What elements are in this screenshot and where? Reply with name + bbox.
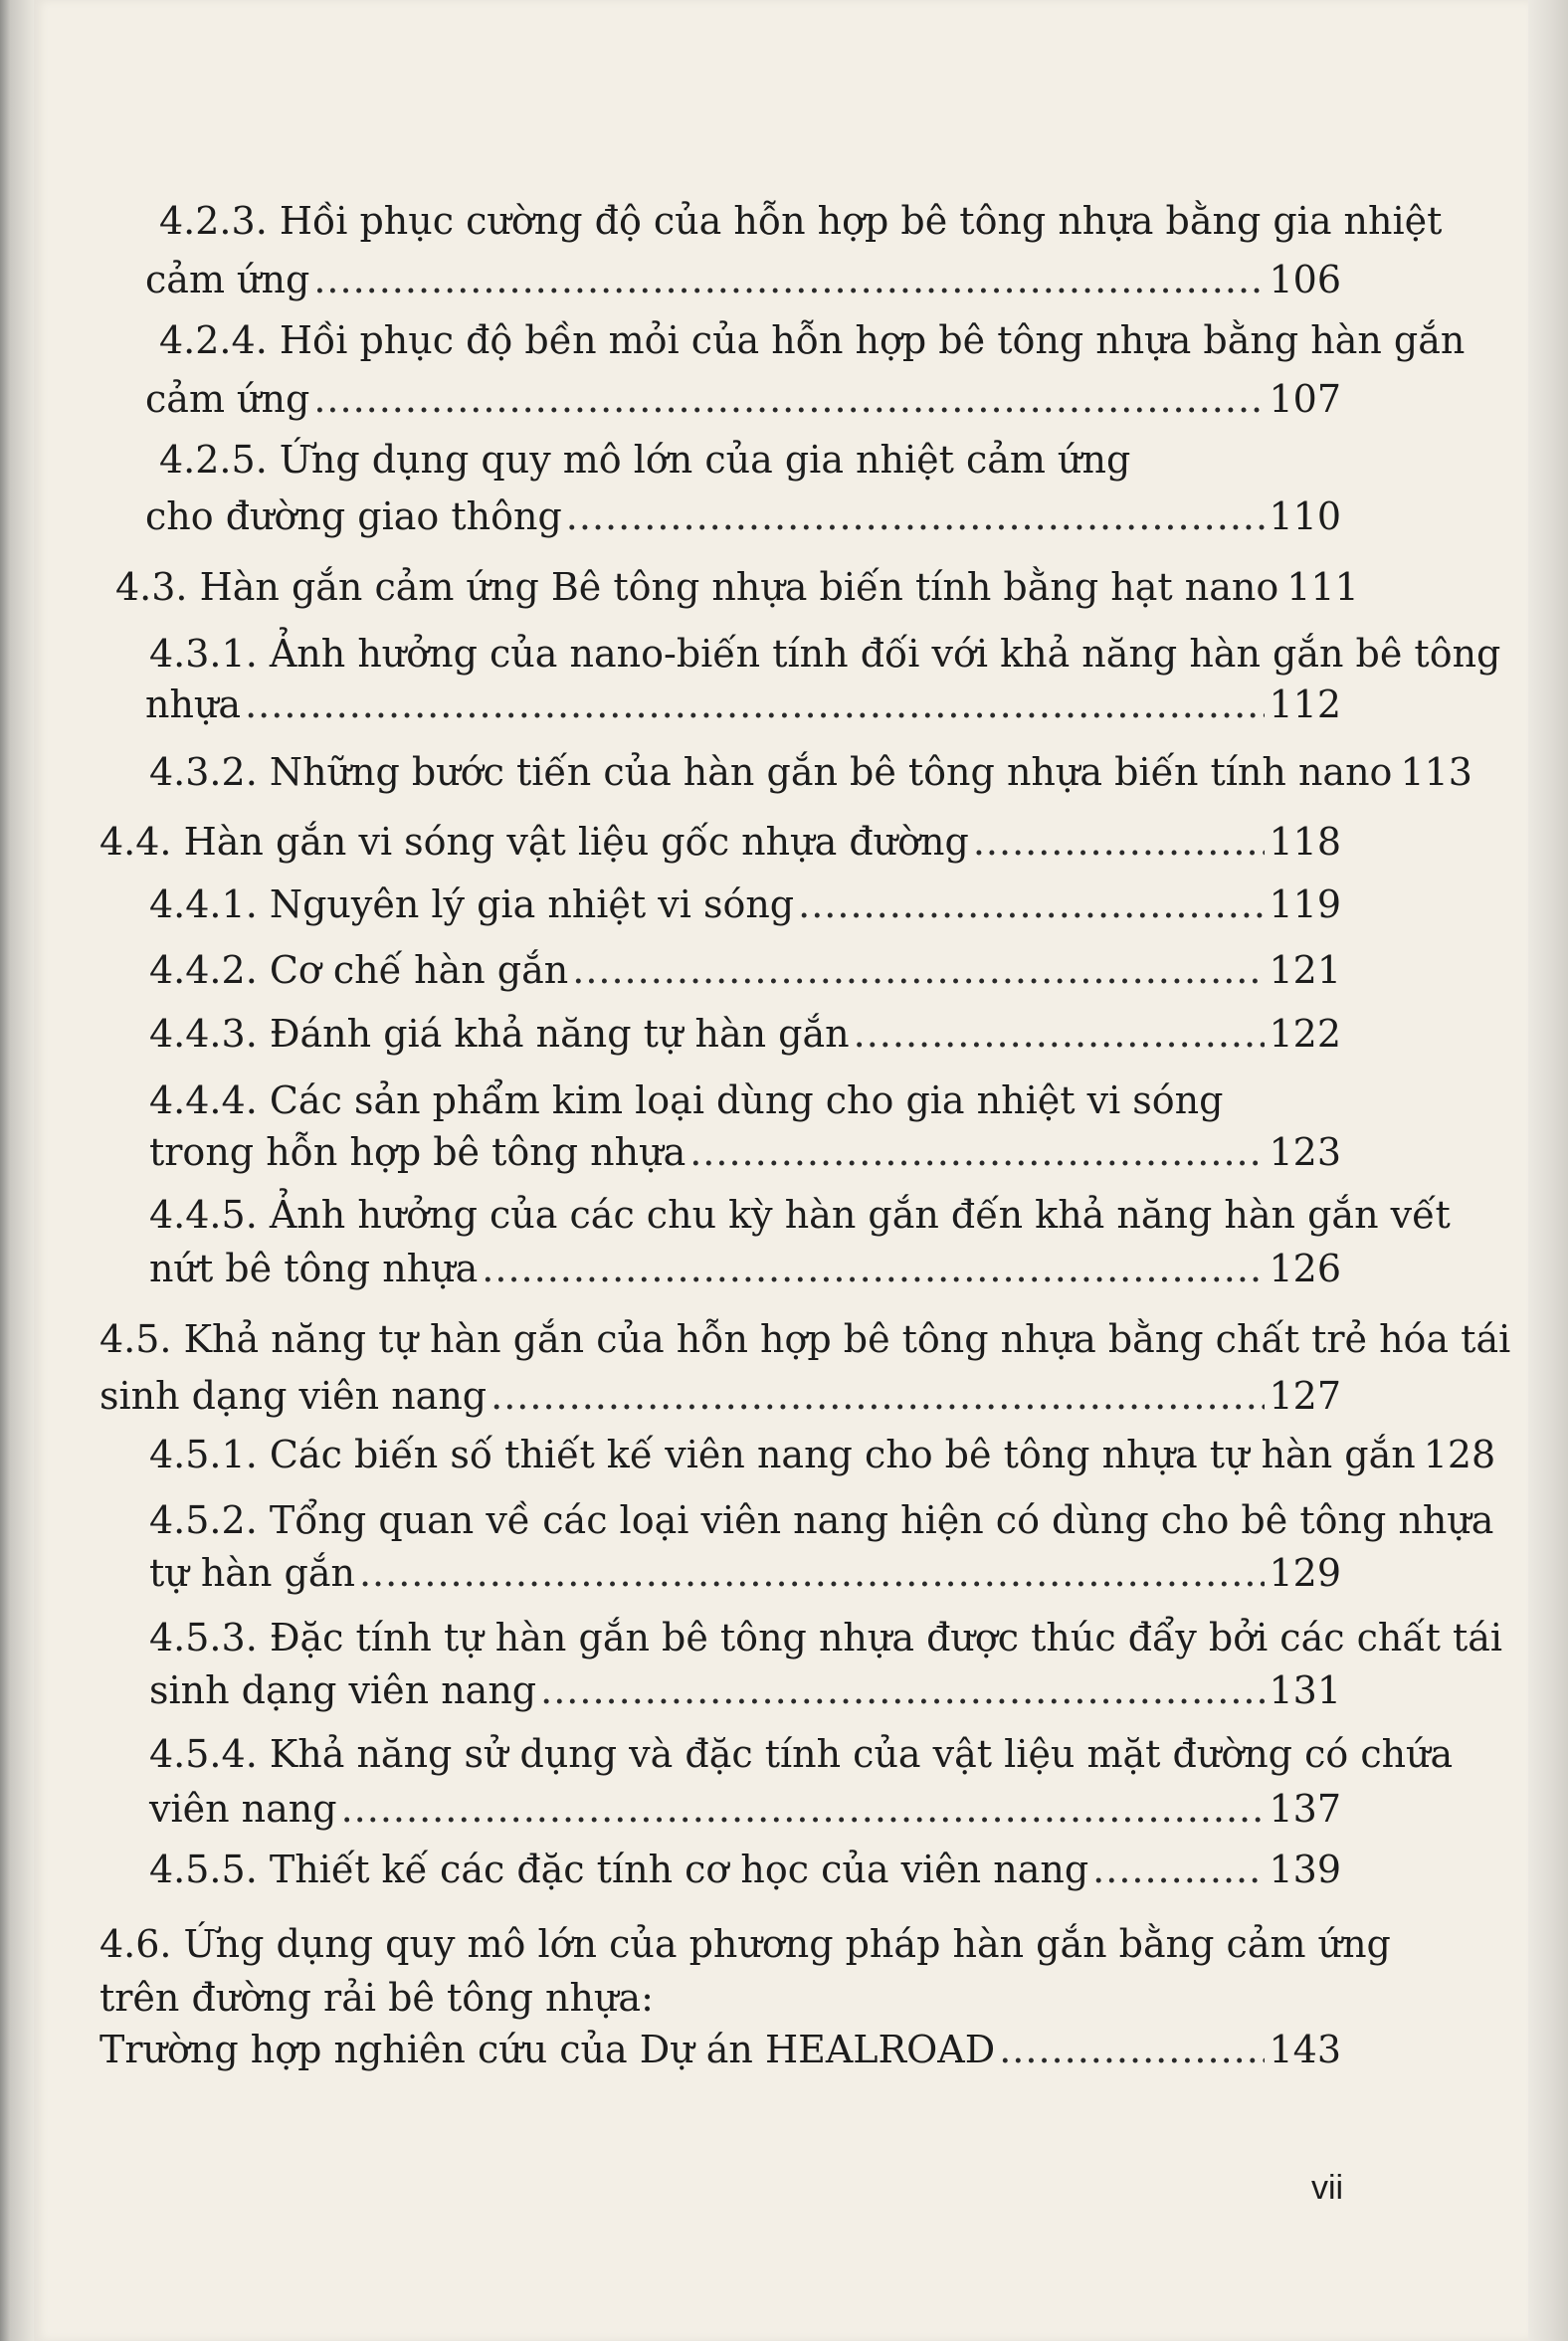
- toc-entry-text: sinh dạng viên nang: [149, 1668, 537, 1712]
- toc-page-number: 113: [1400, 750, 1472, 794]
- toc-entry-text: 4.3.2. Những bước tiến của hàn gắn bê tông nhựa biến tính nano: [149, 750, 1393, 794]
- toc-page-number: 139: [1269, 1848, 1341, 1891]
- toc-page-number: 137: [1269, 1787, 1341, 1831]
- toc-entry-text: 4.2.4. Hồi phục độ bền mỏi của hỗn hợp bê tông nhựa bằng hàn gắn: [159, 318, 1466, 362]
- dot-leader: [482, 1250, 1265, 1287]
- toc-page-number: 111: [1286, 565, 1359, 609]
- toc-entry-text: 4.3. Hàn gắn cảm ứng Bê tông nhựa biến tính bằng hạt nano: [115, 565, 1279, 609]
- toc-entry-4-4-4-line2: [149, 1130, 1341, 1174]
- toc-entry-4-2-3-line1: [159, 199, 1443, 243]
- dot-leader: [973, 823, 1266, 861]
- toc-entry-4-6-line3: [99, 2028, 1341, 2071]
- toc-page-number: 112: [1269, 683, 1341, 726]
- toc-entry-text: Trường hợp nghiên cứu của Dự án HEALROAD: [99, 2028, 996, 2071]
- toc-entry-text: 4.4. Hàn gắn vi sóng vật liệu gốc nhựa đường: [99, 820, 969, 864]
- toc-entry-text: 4.6. Ứng dụng quy mô lớn của phương pháp hàn gắn bằng cảm ứng: [99, 1922, 1391, 1966]
- dot-leader: [566, 497, 1266, 535]
- toc-page-number: 118: [1269, 820, 1341, 864]
- toc-entry-text: sinh dạng viên nang: [99, 1374, 488, 1418]
- toc-entry-4-3-1-line1: [149, 632, 1501, 676]
- toc-entry-text: 4.4.2. Cơ chế hàn gắn: [149, 948, 569, 992]
- toc-page-number: 123: [1269, 1130, 1341, 1174]
- toc-entry-4-6-line2: [99, 1976, 654, 2020]
- toc-entry-text: 4.4.5. Ảnh hưởng của các chu kỳ hàn gắn đến khả năng hàn gắn vết: [149, 1193, 1451, 1237]
- toc-entry-4-4-4-line1: [149, 1078, 1224, 1122]
- toc-entry-text: 4.2.3. Hồi phục cường độ của hỗn hợp bê tông nhựa bằng gia nhiệt: [159, 199, 1443, 243]
- dot-leader: [540, 1671, 1265, 1709]
- toc-entry-4-3: [115, 565, 1359, 609]
- toc-page-number: 128: [1423, 1433, 1496, 1476]
- toc-page-number: 106: [1269, 258, 1341, 301]
- toc-entry-4-2-5-line1: [159, 438, 1131, 482]
- toc-entry-4-4-3: [149, 1012, 1341, 1056]
- toc-entry-4-4: [99, 820, 1341, 864]
- toc-entry-4-5-2-line1: [149, 1498, 1494, 1542]
- toc-entry-text: 4.5.3. Đặc tính tự hàn gắn bê tông nhựa được thúc đẩy bởi các chất tái: [149, 1616, 1503, 1659]
- toc-entry-4-2-3-line2: [145, 258, 1341, 301]
- toc-entry-text: 4.5. Khả năng tự hàn gắn của hỗn hợp bê tông nhựa bằng chất trẻ hóa tái: [99, 1317, 1511, 1361]
- toc-entry-text: nứt bê tông nhựa: [149, 1247, 479, 1290]
- toc-entry-text: viên nang: [149, 1787, 337, 1831]
- toc-entry-text: cảm ứng: [145, 377, 310, 421]
- dot-leader: [245, 685, 1265, 723]
- toc-entry-4-5-line1: [99, 1317, 1511, 1361]
- toc-page-number: 131: [1269, 1668, 1341, 1712]
- toc-page-number: 119: [1269, 882, 1341, 926]
- toc-entry-4-5-1: [149, 1433, 1496, 1476]
- dot-leader: [798, 885, 1265, 923]
- toc-page-number: 129: [1269, 1551, 1341, 1595]
- toc-entry-4-2-4-line2: [145, 377, 1341, 421]
- toc-entry-4-2-5-line2: [145, 494, 1341, 538]
- toc-entry-4-4-2: [149, 948, 1341, 992]
- toc-entry-text: 4.4.4. Các sản phẩm kim loại dùng cho gia nhiệt vi sóng: [149, 1078, 1224, 1122]
- toc-entry-text: 4.4.1. Nguyên lý gia nhiệt vi sóng: [149, 882, 795, 926]
- toc-page-number: 107: [1269, 377, 1341, 421]
- toc-entry-4-2-4-line1: [159, 318, 1466, 362]
- toc-entry-text: 4.5.1. Các biến số thiết kế viên nang cho bê tông nhựa tự hàn gắn: [149, 1433, 1416, 1476]
- toc-entry-text: 4.3.1. Ảnh hưởng của nano-biến tính đối với khả năng hàn gắn bê tông: [149, 632, 1501, 676]
- toc-entry-4-4-1: [149, 882, 1341, 926]
- toc-entry-text: cảm ứng: [145, 258, 310, 301]
- toc-page-number: 110: [1269, 494, 1341, 538]
- page-folio: vii: [1311, 2169, 1344, 2207]
- dot-leader: [490, 1377, 1265, 1415]
- toc-entry-4-3-2: [149, 750, 1472, 794]
- toc-page-number: 121: [1269, 948, 1341, 992]
- toc-entry-4-4-5-line1: [149, 1193, 1451, 1237]
- toc-entry-4-5-3-line2: [149, 1668, 1341, 1712]
- toc-entry-4-4-5-line2: [149, 1247, 1341, 1290]
- toc-entry-text: 4.5.5. Thiết kế các đặc tính cơ học của viên nang: [149, 1848, 1089, 1891]
- dot-leader: [999, 2031, 1265, 2068]
- toc-page-number: 127: [1269, 1374, 1341, 1418]
- toc-page-number: 122: [1269, 1012, 1341, 1056]
- toc-entry-4-5-3-line1: [149, 1616, 1503, 1659]
- toc-entry-text: trong hỗn hợp bê tông nhựa: [149, 1130, 686, 1174]
- toc-entry-4-5-line2: [99, 1374, 1341, 1418]
- toc-entry-4-5-2-line2: [149, 1551, 1341, 1595]
- dot-leader: [341, 1790, 1266, 1828]
- dot-leader: [313, 261, 1265, 298]
- toc-entry-text: trên đường rải bê tông nhựa:: [99, 1976, 654, 2020]
- dot-leader: [689, 1133, 1265, 1171]
- dot-leader: [572, 951, 1265, 989]
- toc-entry-text: cho đường giao thông: [145, 494, 562, 538]
- toc-entry-text: 4.5.4. Khả năng sử dụng và đặc tính của vật liệu mặt đường có chứa: [149, 1732, 1454, 1776]
- toc-entry-4-5-5: [149, 1848, 1341, 1891]
- toc-entry-4-5-4-line1: [149, 1732, 1454, 1776]
- toc-page-number: 143: [1269, 2028, 1341, 2071]
- toc-entry-4-6-line1: [99, 1922, 1391, 1966]
- toc-entry-text: 4.4.3. Đánh giá khả năng tự hàn gắn: [149, 1012, 850, 1056]
- dot-leader: [1092, 1851, 1265, 1888]
- toc-entry-text: nhựa: [145, 683, 242, 726]
- dot-leader: [854, 1015, 1266, 1053]
- toc-page-number: 126: [1269, 1247, 1341, 1290]
- toc-entry-text: 4.2.5. Ứng dụng quy mô lớn của gia nhiệt cảm ứng: [159, 438, 1131, 482]
- toc-entry-text: 4.5.2. Tổng quan về các loại viên nang hiện có dùng cho bê tông nhựa: [149, 1498, 1494, 1542]
- dot-leader: [313, 380, 1265, 418]
- dot-leader: [359, 1554, 1266, 1592]
- toc-entry-4-3-1-line2: [145, 683, 1341, 726]
- toc-entry-4-5-4-line2: [149, 1787, 1341, 1831]
- toc-entry-text: tự hàn gắn: [149, 1551, 355, 1595]
